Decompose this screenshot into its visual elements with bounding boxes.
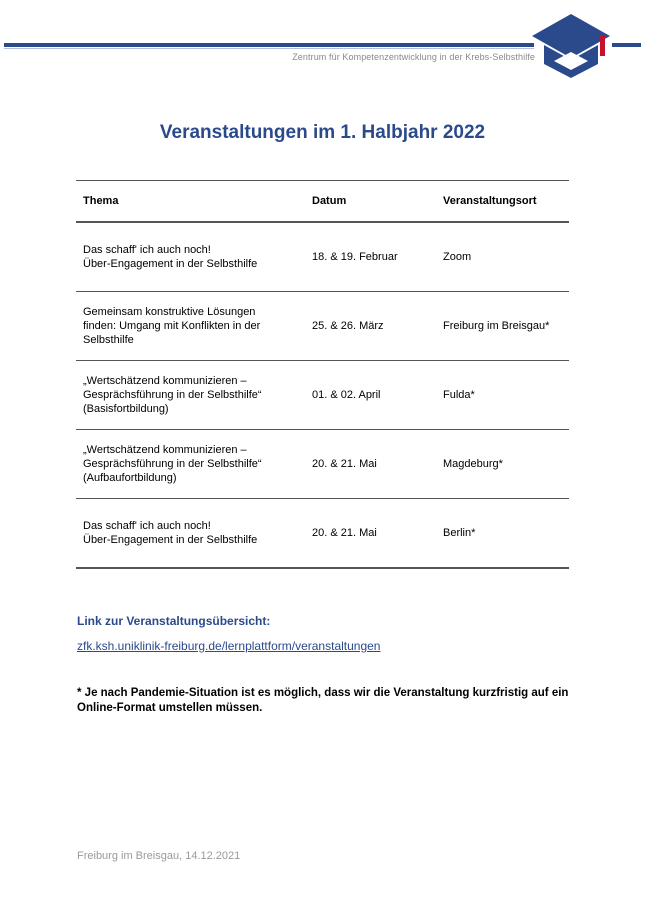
cell-ort: Berlin* <box>436 499 569 569</box>
table-row <box>76 499 569 569</box>
cell-ort: Freiburg im Breisgau* <box>436 292 569 361</box>
thema-line: Das schaff' ich auch noch! <box>83 244 211 256</box>
cell-datum: 01. & 02. April <box>305 361 436 430</box>
table-row <box>76 361 569 430</box>
table-row <box>76 292 569 361</box>
thema-line: Gesprächsführung in der Selbsthilfe“ <box>83 389 262 401</box>
page-title: Veranstaltungen im 1. Halbjahr 2022 <box>159 122 486 143</box>
thema-line: „Wertschätzend kommunizieren – <box>83 444 247 456</box>
header-rule-right <box>612 43 641 47</box>
cell-datum: 25. & 26. März <box>305 292 436 361</box>
graduation-cap-logo-icon <box>530 12 612 80</box>
cell-ort: Fulda* <box>436 361 569 430</box>
cell-ort: Zoom <box>436 222 569 292</box>
table-row <box>76 430 569 499</box>
thema-line: Über-Engagement in der Selbsthilfe <box>83 258 258 270</box>
header-rule-left <box>4 43 534 47</box>
table-header-row <box>76 181 569 223</box>
thema-line: finden: Umgang mit Konflikten in der <box>83 320 261 332</box>
thema-line: Das schaff' ich auch noch! <box>83 520 211 532</box>
thema-line: Selbsthilfe <box>83 334 134 346</box>
thema-line: Über-Engagement in der Selbsthilfe <box>83 534 258 546</box>
cell-thema <box>76 430 305 499</box>
thema-line: Gemeinsam konstruktive Lösungen <box>83 306 256 318</box>
cell-datum: 20. & 21. Mai <box>305 430 436 499</box>
header-tagline: Zentrum für Kompetenzentwicklung in der Krebs-Selbsthilfe <box>292 52 535 62</box>
footer-place-date: Freiburg im Breisgau, 14.12.2021 <box>77 850 241 862</box>
thema-line: Gesprächsführung in der Selbsthilfe“ <box>83 458 262 470</box>
header-subrule <box>4 48 534 49</box>
events-overview-link[interactable]: zfk.ksh.uniklinik-freiburg.de/lernplattform/veranstaltungen <box>77 639 381 653</box>
column-header-ort: Veranstaltungsort <box>436 181 569 223</box>
cell-thema <box>76 361 305 430</box>
cell-thema <box>76 222 305 292</box>
link-section-heading: Link zur Veranstaltungsübersicht: <box>77 614 271 628</box>
events-table <box>76 180 569 569</box>
table-row <box>76 222 569 292</box>
cell-datum: 20. & 21. Mai <box>305 499 436 569</box>
cell-thema <box>76 499 305 569</box>
column-header-datum: Datum <box>305 181 436 223</box>
thema-line: (Aufbaufortbildung) <box>83 472 177 484</box>
thema-line: (Basisfortbildung) <box>83 403 169 415</box>
cell-ort: Magdeburg* <box>436 430 569 499</box>
column-header-thema: Thema <box>76 181 305 223</box>
cell-datum: 18. & 19. Februar <box>305 222 436 292</box>
cell-thema <box>76 292 305 361</box>
pandemic-note: * Je nach Pandemie-Situation ist es möglich, dass wir die Veranstaltung kurzfristig auf ein Online-Format umstellen müssen. <box>77 687 569 714</box>
thema-line: „Wertschätzend kommunizieren – <box>83 375 247 387</box>
